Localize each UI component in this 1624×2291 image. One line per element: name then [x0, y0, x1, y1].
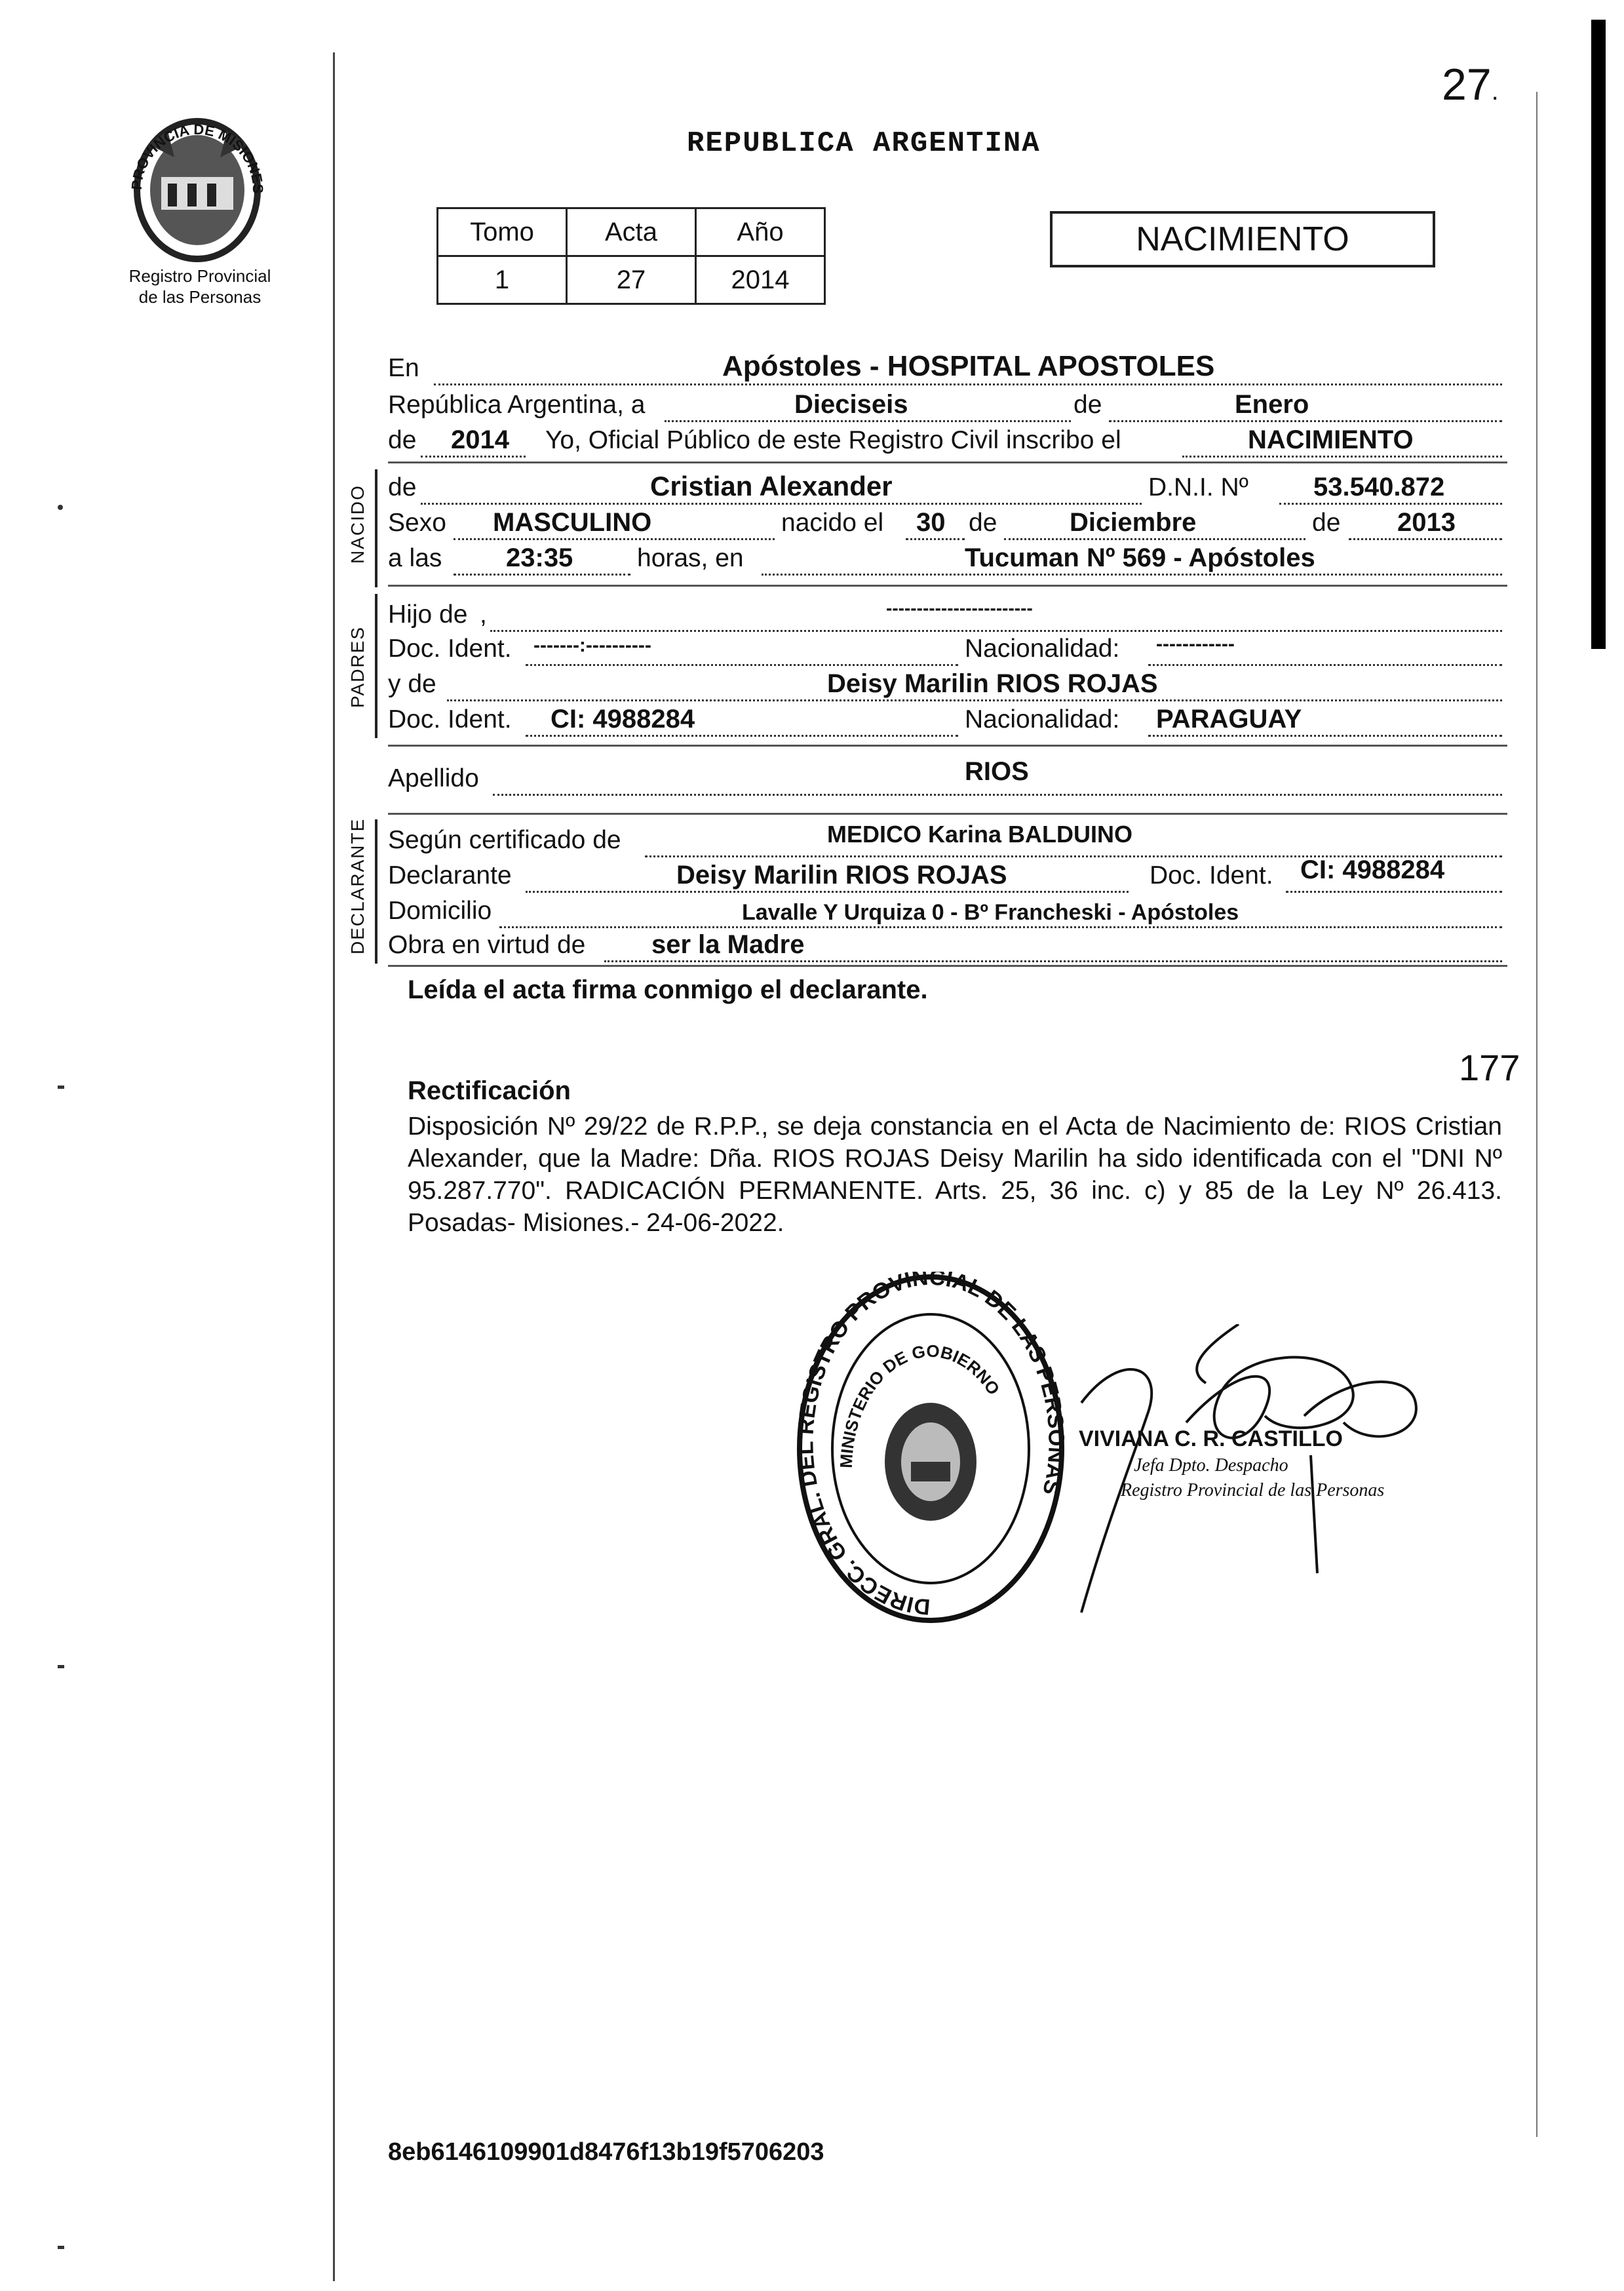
rule-5 — [388, 965, 1507, 967]
line-sexo — [388, 502, 1502, 541]
decl-doc-value: CI: 4988284 — [1300, 855, 1445, 884]
dni-label: D.N.I. Nº — [1148, 473, 1248, 501]
line-madre-doc — [388, 699, 1502, 738]
republica-label: República Argentina, a — [388, 391, 646, 419]
month-value: Enero — [1235, 390, 1309, 419]
nombre-value: Cristian Alexander — [650, 471, 893, 501]
rule-1 — [388, 461, 1507, 463]
apellido-value: RIOS — [965, 757, 1029, 786]
ref-value-tomo: 1 — [438, 256, 567, 304]
nac-anio: 2013 — [1397, 508, 1456, 537]
header-title: REPUBLICA ARGENTINA — [687, 127, 1041, 160]
line-hijo — [388, 594, 1502, 633]
page-number-value: 27 — [1442, 60, 1492, 109]
margin-dot-1 — [58, 505, 63, 510]
margin-dot-2 — [58, 1086, 64, 1089]
apellido-label: Apellido — [388, 764, 479, 793]
stamp-outer-text: DIRECC. GRAL. DEL REGISTRO PROVINCIAL DE LAS PERSONAS — [793, 1272, 1068, 1620]
padre-nac-label: Nacionalidad: — [965, 635, 1120, 663]
logo-caption-line1: Registro Provincial — [128, 266, 271, 286]
line-certificado — [388, 819, 1502, 859]
padre-doc-value: -------:---------- — [533, 635, 651, 656]
day-value: Dieciseis — [794, 390, 908, 419]
line-nombre — [388, 467, 1502, 506]
nacido-label: nacido el — [781, 509, 884, 537]
sexo-value: MASCULINO — [493, 508, 652, 537]
declarante-label: Declarante — [388, 861, 512, 890]
folio-number: 177 — [1459, 1047, 1520, 1088]
de2-label: de — [388, 426, 417, 454]
obra-label: Obra en virtud de — [388, 931, 586, 959]
padre-value: ------------------------ — [886, 598, 1033, 618]
padre-doc-label: Doc. Ident. — [388, 635, 512, 663]
logo-caption — [105, 265, 295, 307]
right-margin-line — [1536, 92, 1537, 2137]
line-en — [388, 347, 1502, 387]
hora-label: a las — [388, 544, 442, 572]
domicilio-value: Lavalle Y Urquiza 0 - Bº Francheski - Apóstoles — [742, 900, 1239, 925]
signature — [1068, 1324, 1435, 1626]
madre-doc-value: CI: 4988284 — [551, 705, 695, 734]
yde-label: y de — [388, 670, 436, 698]
line-republica — [388, 384, 1502, 423]
nac-de-label: de — [969, 509, 997, 537]
signer-role: Jefa Dpto. Despacho — [1134, 1455, 1288, 1476]
line-hora — [388, 538, 1502, 577]
de-label: de — [1073, 391, 1102, 419]
horas-en-label: horas, en — [637, 544, 744, 572]
certificado-label: Según certificado de — [388, 826, 621, 854]
hora-value: 23:35 — [506, 543, 573, 572]
page-number — [1442, 59, 1499, 110]
ref-header-tomo: Tomo — [438, 208, 567, 256]
nac-de2-label: de — [1312, 509, 1341, 537]
certificado-value: MEDICO Karina BALDUINO — [827, 821, 1133, 848]
line-madre — [388, 663, 1502, 703]
lugar-value: Tucuman Nº 569 - Apóstoles — [965, 543, 1315, 572]
obra-value: ser la Madre — [651, 930, 805, 959]
en-label: En — [388, 354, 419, 382]
madre-doc-label: Doc. Ident. — [388, 705, 512, 734]
document-type: NACIMIENTO — [1050, 211, 1435, 267]
nac-dia: 30 — [916, 508, 946, 537]
nombre-label: de — [388, 473, 417, 501]
logo-ring-text: PROVINCIA DE MISIONES — [128, 121, 267, 194]
madre-nac-value: PARAGUAY — [1156, 705, 1302, 734]
rule-2 — [388, 585, 1507, 587]
right-edge-bar — [1591, 20, 1606, 649]
line-apellido — [388, 758, 1502, 797]
padre-nac-value: ------------ — [1156, 633, 1235, 655]
rule-3 — [388, 745, 1507, 747]
padres-sidebar — [375, 594, 377, 738]
official-stamp — [793, 1272, 1068, 1626]
en-value: Apóstoles - HOSPITAL APOSTOLES — [722, 350, 1215, 382]
document-hash: 8eb6146109901d8476f13b19f5706203 — [388, 2138, 824, 2166]
left-margin-line — [333, 52, 335, 2281]
logo-caption-line2: de las Personas — [138, 287, 261, 307]
rule-4 — [388, 813, 1507, 815]
decl-doc-label: Doc. Ident. — [1150, 861, 1273, 890]
nacido-sidebar — [375, 469, 377, 587]
dni-value: 53.540.872 — [1313, 473, 1445, 501]
oficial-text: Yo, Oficial Público de este Registro Civil inscribo el — [545, 426, 1121, 454]
line-declarante — [388, 855, 1502, 894]
ref-value-anio: 2014 — [696, 256, 825, 304]
hijo-label: Hijo de — [388, 600, 468, 629]
sexo-label: Sexo — [388, 509, 446, 537]
declarante-section-label: DECLARANTE — [347, 817, 368, 954]
rectificacion-title: Rectificación — [408, 1076, 571, 1105]
hijo-mark: , — [480, 600, 487, 629]
padres-section-label: PADRES — [347, 625, 368, 708]
line-padre-doc — [388, 628, 1502, 667]
province-logo — [122, 105, 273, 269]
declarante-value: Deisy Marilin RIOS ROJAS — [676, 861, 1007, 890]
line-obra — [388, 924, 1502, 964]
madre-value: Deisy Marilin RIOS ROJAS — [827, 669, 1158, 698]
signer-office: Registro Provincial de las Personas — [1121, 1480, 1385, 1500]
ref-value-acta: 27 — [567, 256, 696, 304]
domicilio-label: Domicilio — [388, 897, 492, 925]
signer-name: VIVIANA C. R. CASTILLO — [1079, 1426, 1343, 1451]
madre-nac-label: Nacionalidad: — [965, 705, 1120, 734]
rectificacion-body: Disposición Nº 29/22 de R.P.P., se deja constancia en el Acta de Nacimiento de: RIOS Cristian Alexander, que la Madre: Dña. RIOS ROJAS Deisy Marilin ha sido identificada con el "DNI Nº 95.287.770". RADICACIÓN PERMANENTE. Arts. 25, 36 inc. c) y 85 de la Ley Nº 26.413. Posadas- Misiones.- 24-06-2022. — [408, 1112, 1502, 1237]
line-domicilio — [388, 890, 1502, 930]
margin-dot-3 — [58, 1665, 64, 1668]
leida-text: Leída el acta firma conmigo el declarante. — [408, 975, 928, 1004]
ref-header-acta: Acta — [567, 208, 696, 256]
declarante-sidebar — [375, 819, 377, 964]
nacido-section-label: NACIDO — [347, 484, 368, 564]
reference-table — [436, 207, 826, 305]
acto-value: NACIMIENTO — [1248, 425, 1414, 454]
ref-header-anio: Año — [696, 208, 825, 256]
margin-dot-4 — [58, 2246, 64, 2249]
line-oficial — [388, 420, 1502, 459]
page-number-mark: . — [1491, 77, 1499, 106]
stamp-inner-text: MINISTERIO DE GOBIERNO — [836, 1341, 1004, 1469]
nac-mes: Diciembre — [1070, 508, 1197, 537]
year-value: 2014 — [451, 425, 509, 454]
